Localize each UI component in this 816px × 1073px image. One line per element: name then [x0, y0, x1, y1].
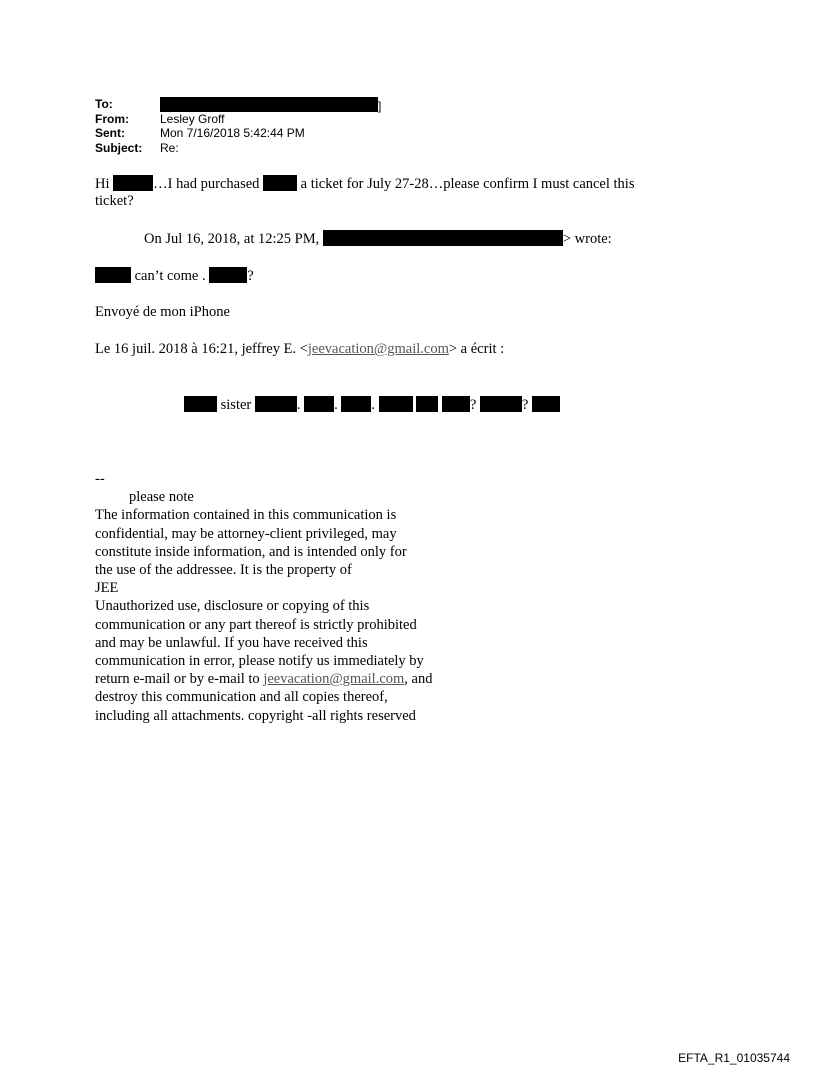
- disclaimer-line: Unauthorized use, disclosure or copying of this: [95, 598, 370, 615]
- disclaimer-dashes: --: [95, 471, 105, 487]
- quote2-dot: .: [334, 397, 338, 413]
- quote2-intro-text: Le 16 juil. 2018 à 16:21, jeffrey E. <: [95, 341, 308, 357]
- disclaimer-line: and may be unlawful. If you have received this: [95, 634, 368, 651]
- subject-value: Re:: [160, 140, 179, 155]
- email-header: [95, 97, 381, 155]
- disclaimer-line: communication in error, please notify us immediately by: [95, 653, 424, 670]
- redaction-bar: [323, 230, 563, 246]
- disclaimer-line: confidential, may be attorney-client privileged, may: [95, 525, 397, 542]
- redaction-bar: [184, 396, 217, 412]
- redaction-bar: [341, 396, 371, 412]
- disclaimer: [95, 470, 515, 725]
- redaction-bar: [304, 396, 334, 412]
- quote1-intro-text: On Jul 16, 2018, at 12:25 PM,: [144, 231, 320, 247]
- disclaimer-line: constitute inside information, and is intended only for: [95, 543, 407, 560]
- sent-label: Sent:: [95, 126, 125, 140]
- quote1-cant-come: can’t come .: [134, 268, 206, 284]
- disclaimer-email-link[interactable]: jeevacation@gmail.com: [263, 671, 405, 688]
- document-id: EFTA_R1_01035744: [678, 1051, 790, 1065]
- redaction-bar: [160, 97, 378, 112]
- disclaimer-return-suffix: , and: [404, 671, 433, 688]
- redaction-bar: [95, 267, 131, 283]
- disclaimer-line: destroy this communication and all copies thereof,: [95, 689, 388, 706]
- disclaimer-note: please note: [129, 489, 194, 506]
- disclaimer-return-line: [95, 670, 515, 688]
- reply-line-1: [95, 175, 735, 193]
- quote1-body: [95, 267, 254, 285]
- redaction-bar: [263, 175, 297, 191]
- from-value: Lesley Groff: [160, 111, 225, 126]
- redaction-bar: [480, 396, 522, 412]
- to-label: To:: [95, 97, 113, 111]
- from-row: [95, 112, 381, 127]
- from-label: From:: [95, 111, 129, 126]
- redaction-bar: [209, 267, 247, 283]
- subject-row: [95, 141, 381, 156]
- quote2-body: [184, 396, 560, 414]
- quote2-dot: .: [296, 397, 301, 413]
- quote2-email-link[interactable]: jeevacation@gmail.com: [307, 341, 449, 357]
- iphone-signature: Envoyé de mon iPhone: [95, 304, 230, 320]
- to-value: [160, 97, 381, 112]
- reply-line-2: ticket?: [95, 193, 134, 209]
- quote2-suffix: > a écrit :: [448, 341, 505, 357]
- reply-body: [95, 175, 735, 210]
- redaction-bar: [255, 396, 297, 412]
- subject-label: Subject:: [95, 140, 143, 155]
- disclaimer-line: including all attachments. copyright -all rights reserved: [95, 707, 416, 724]
- quote1-suffix: > wrote:: [562, 231, 612, 247]
- reply-tail: a ticket for July 27-28…please confirm I must cancel this: [300, 176, 635, 192]
- sent-value: Mon 7/16/2018 5:42:44 PM: [160, 126, 305, 140]
- quote2-dot: .: [371, 397, 375, 413]
- quote1-question: ?: [247, 268, 254, 284]
- disclaimer-line: the use of the addressee. It is the property of: [95, 562, 352, 579]
- quote2-intro: [95, 341, 504, 358]
- quote1-intro: [144, 230, 612, 248]
- quote2-q: ?: [521, 397, 529, 413]
- quote2-sister: sister: [220, 397, 252, 413]
- reply-mid: …I had purchased: [153, 176, 260, 192]
- disclaimer-line: communication or any part thereof is strictly prohibited: [95, 616, 417, 633]
- to-row: [95, 97, 381, 112]
- redaction-bar: [416, 396, 438, 412]
- disclaimer-line: JEE: [95, 580, 119, 597]
- redaction-bar: [532, 396, 560, 412]
- reply-hi: Hi: [95, 176, 110, 192]
- disclaimer-return-prefix: return e-mail or by e-mail to: [95, 671, 264, 688]
- redaction-bar: [113, 175, 153, 191]
- redaction-bar: [379, 396, 413, 412]
- disclaimer-line: The information contained in this communication is: [95, 507, 397, 524]
- quote2-q: ?: [469, 397, 477, 413]
- sent-row: [95, 126, 381, 141]
- redaction-bar: [442, 396, 470, 412]
- to-value-tail: ]: [378, 99, 382, 113]
